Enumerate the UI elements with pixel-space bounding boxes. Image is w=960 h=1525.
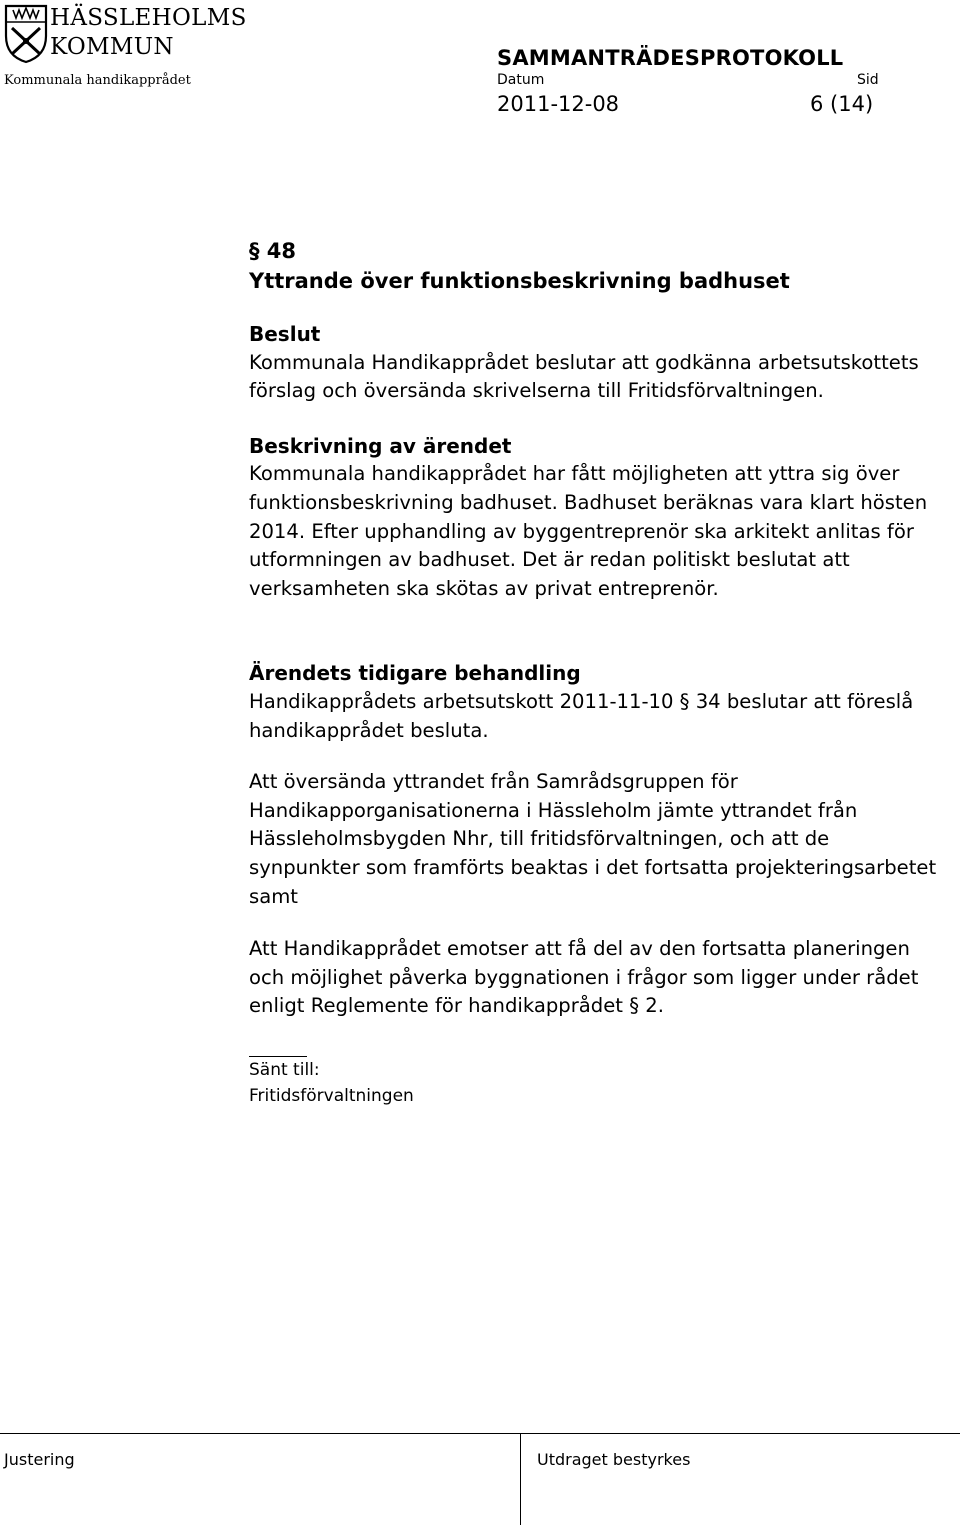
beskrivning-text: Kommunala handikapprådet har fått möjligheten att yttra sig över funktionsbeskrivning badhuset. Badhuset beräknas vara klart hösten 2014. Efter upphandling av byggentreprenör ska arkitekt anlitas för utformningen av badhuset. Det är redan politiskt beslutat att verksamheten ska skötas av privat entreprenör.: [249, 462, 928, 600]
beslut-text: Kommunala Handikapprådet beslutar att godkänna arbetsutskottets förslag och översända skrivelserna till Fritidsförvaltningen.: [249, 350, 919, 403]
tidigare-text: Handikapprådets arbetsutskott 2011-11-10 § 34 beslutar att föreslå handikapprådet besluta.: [249, 689, 914, 742]
meeting-date: 2011-12-08: [497, 92, 620, 116]
footer-justering: Justering: [4, 1450, 75, 1469]
footer-utdraget: Utdraget bestyrkes: [537, 1450, 691, 1469]
committee-name: Kommunala handikapprådet: [4, 73, 191, 88]
decision-paragraph-1: Att översända yttrandet från Samrådsgruppen för Handikapporganisationerna i Hässleholm jämte yttrandet från Hässleholmsbygden Nhr, till fritidsförvaltningen, och att de synpunkter som framförts beaktas i det fortsatta projekteringsarbetet samt: [249, 770, 937, 908]
page-number: 6 (14): [810, 92, 874, 116]
tidigare-heading: Ärendets tidigare behandling: [249, 661, 581, 686]
datum-label: Datum: [497, 72, 545, 88]
sid-label: Sid: [857, 72, 879, 88]
footer-rule: [0, 1433, 960, 1434]
org-name: [50, 4, 247, 62]
beslut-heading: Beslut: [249, 322, 321, 346]
org-name-line1: HÄSSLEHOLMS: [50, 5, 247, 31]
beskrivning-heading: Beskrivning av ärendet: [249, 433, 512, 458]
document-title: SAMMANTRÄDESPROTOKOLL: [497, 46, 844, 70]
org-name-line2: KOMMUN: [50, 34, 174, 60]
protocol-item: [249, 236, 939, 1109]
decision-paragraph-2: Att Handikapprådet emotser att få del av den fortsatta planeringen och möjlighet påverka byggnationen i frågor som ligger under rådet enligt Reglemente för handikapprådet § 2.: [249, 937, 919, 1018]
item-title: Yttrande över funktionsbeskrivning badhuset: [249, 269, 790, 293]
sent-to-label: Sänt till:: [249, 1059, 320, 1080]
coat-of-arms-icon: [4, 2, 48, 64]
section-number: § 48: [249, 239, 297, 263]
sent-to-recipient: Fritidsförvaltningen: [249, 1085, 414, 1106]
footer-divider: [520, 1433, 521, 1525]
